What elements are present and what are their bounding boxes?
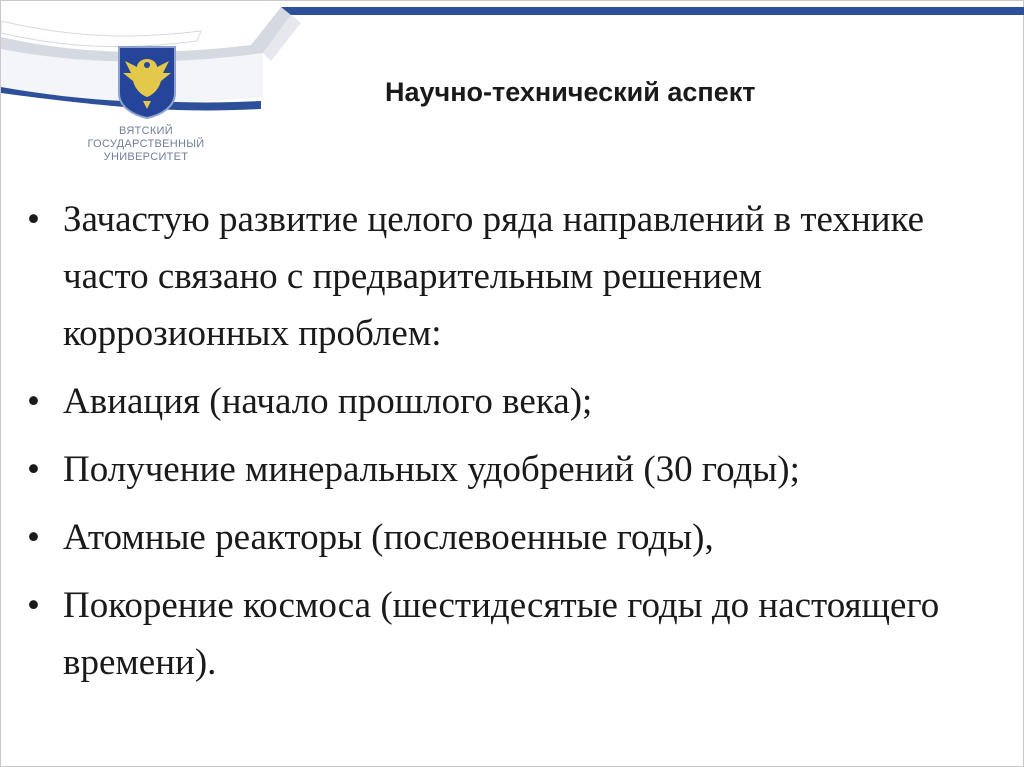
logo-text-line-1: ВЯТСКИЙ xyxy=(119,125,173,137)
bullet-marker: • xyxy=(27,381,40,422)
page-title: Научно-технический аспект xyxy=(385,77,756,107)
bullet-marker: • xyxy=(27,449,40,490)
list-item-text: Авиация (начало прошлого века); xyxy=(63,381,593,422)
list-item xyxy=(27,191,987,362)
logo-text-line-3: УНИВЕРСИТЕТ xyxy=(103,151,189,163)
university-logo xyxy=(61,45,231,177)
list-item xyxy=(27,509,987,566)
list-item-text: Атомные реакторы (послевоенные годы), xyxy=(63,517,714,558)
list-item xyxy=(27,577,987,691)
bullet-list xyxy=(27,191,987,702)
list-item-text: Получение минеральных удобрений (30 годы); xyxy=(63,449,800,490)
list-item-text: Покорение космоса (шестидесятые годы до настоящего времени). xyxy=(63,585,940,683)
bullet-marker: • xyxy=(27,585,40,626)
bullet-marker: • xyxy=(27,199,40,240)
bullet-marker: • xyxy=(27,517,40,558)
list-item xyxy=(27,441,987,498)
logo-text-line-2: ГОСУДАРСТВЕННЫЙ xyxy=(87,138,205,150)
eagle-shield-icon xyxy=(117,45,177,119)
list-item-text: Зачастую развитие целого ряда направлений в технике часто связано с предварительным решением коррозионных проблем: xyxy=(63,199,925,354)
list-item xyxy=(27,373,987,430)
